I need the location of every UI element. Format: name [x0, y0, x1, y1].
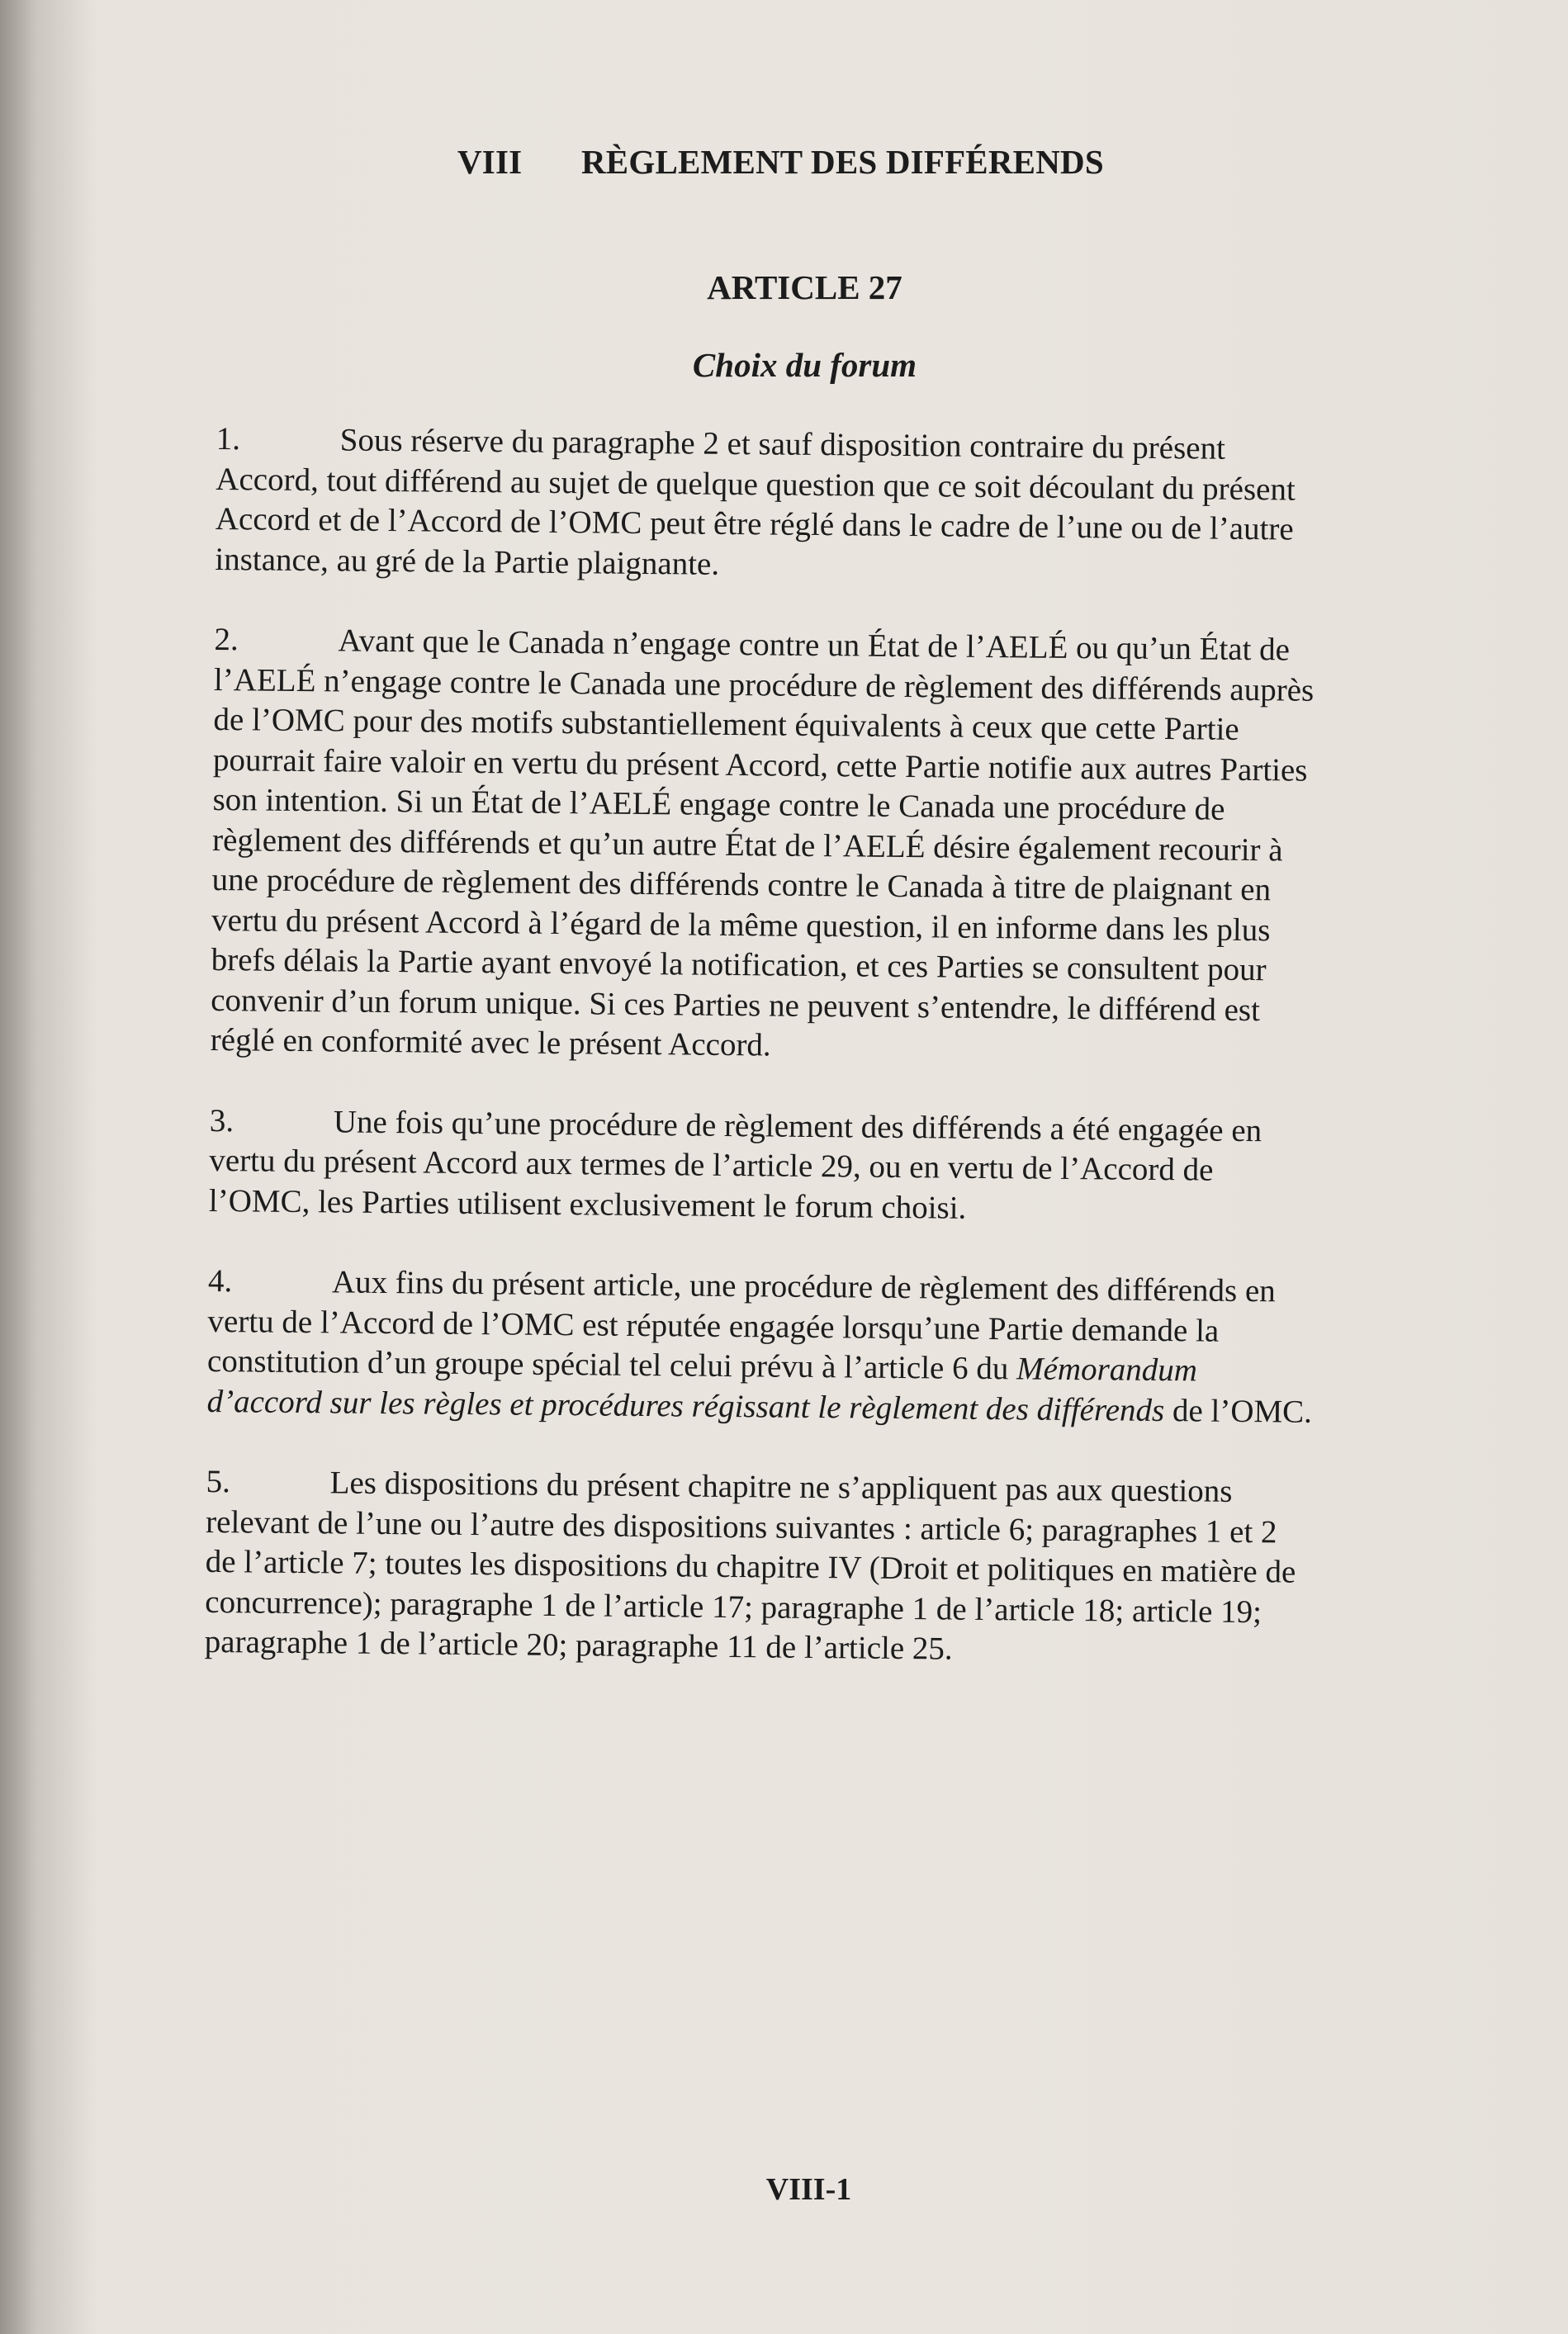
paragraph-text: Aux fins du présent article, une procédure de règlement des différends en vertu de l’Accord de l’OMC est réputée engagée lorsqu’une Partie demande la constitution d’un groupe spécial tel celui prévu à l’article 6 du [206, 1264, 1276, 1387]
paragraph-4 [206, 1262, 1315, 1432]
paragraph-number: 2. [214, 621, 239, 658]
paragraph-number: 3. [209, 1102, 234, 1139]
paragraph-text-end: de l’OMC. [1163, 1392, 1313, 1430]
article-heading: ARTICLE 27 [707, 268, 902, 306]
chapter-header [457, 142, 1104, 182]
paragraph-number: 4. [207, 1262, 233, 1300]
paragraph-5 [205, 1462, 1313, 1673]
chapter-title: RÈGLEMENT DES DIFFÉRENDS [581, 143, 1104, 181]
paragraph-number: 1. [216, 420, 241, 457]
paragraph-text: Avant que le Canada n’engage contre un État de l’AELÉ ou qu’un État de l’AELÉ n’engage contre le Canada une procédure de règlement des différends auprès de l’OMC pour des motifs substantiellement équivalents à ceux que cette Partie pourrait faire valoir en vertu du présent Accord, cette Partie notifie aux autres Parties son intention. Si un État de l’AELÉ engage contre le Canada une procédure de règlement des différends et qu’un autre État de l’AELÉ désire également recourir à une procédure de règlement des différends contre le Canada à titre de plaignant en vertu du présent Accord à l’égard de la même question, il en informe dans les plus brefs délais la Partie ayant envoyé la notification, et ces Parties se consultent pour convenir d’un forum unique. Si ces Parties ne peuvent s’entendre, le différend est réglé en conformité avec le présent Accord. [210, 623, 1315, 1063]
chapter-number: VIII [457, 143, 523, 181]
memorandum-title: Mémorandum d’accord sur les règles et procédures régissant le règlement des différends [206, 1351, 1198, 1428]
paragraph-2 [211, 620, 1321, 1071]
paragraph-text: Sous réserve du paragraphe 2 et sauf disposition contraire du présent Accord, tout différend au sujet de quelque question que ce soit découlant du présent Accord et de l’Accord de l’OMC peut être réglé dans le cadre de l’une ou de l’autre instance, au gré de la Partie plaignante. [215, 422, 1296, 582]
paragraph-number: 5. [206, 1463, 231, 1500]
paragraph-1 [215, 419, 1323, 590]
paragraph-text: Les dispositions du présent chapitre ne s’appliquent pas aux questions relevant de l’une ou l’autre des dispositions suivantes : article 6; paragraphes 1 et 2 de l’article 7; toutes les dispositions du chapitre IV (Droit et politiques en matière de concurrence); paragraphe 1 de l’article 17; paragraphe 1 de l’article 18; article 19; paragraphe 1 de l’article 20; paragraphe 11 de l’article 25. [204, 1465, 1296, 1667]
article-body [204, 419, 1323, 1713]
article-subtitle: Choix du forum [692, 346, 917, 384]
paragraph-3 [209, 1101, 1316, 1231]
page-number: VIII-1 [765, 2172, 852, 2207]
paragraph-text: Une fois qu’une procédure de règlement des différends a été engagée en vertu du présent Accord aux termes de l’article 29, ou en vertu de l’Accord de l’OMC, les Parties utilisent exclusivement le forum choisi. [208, 1103, 1262, 1226]
